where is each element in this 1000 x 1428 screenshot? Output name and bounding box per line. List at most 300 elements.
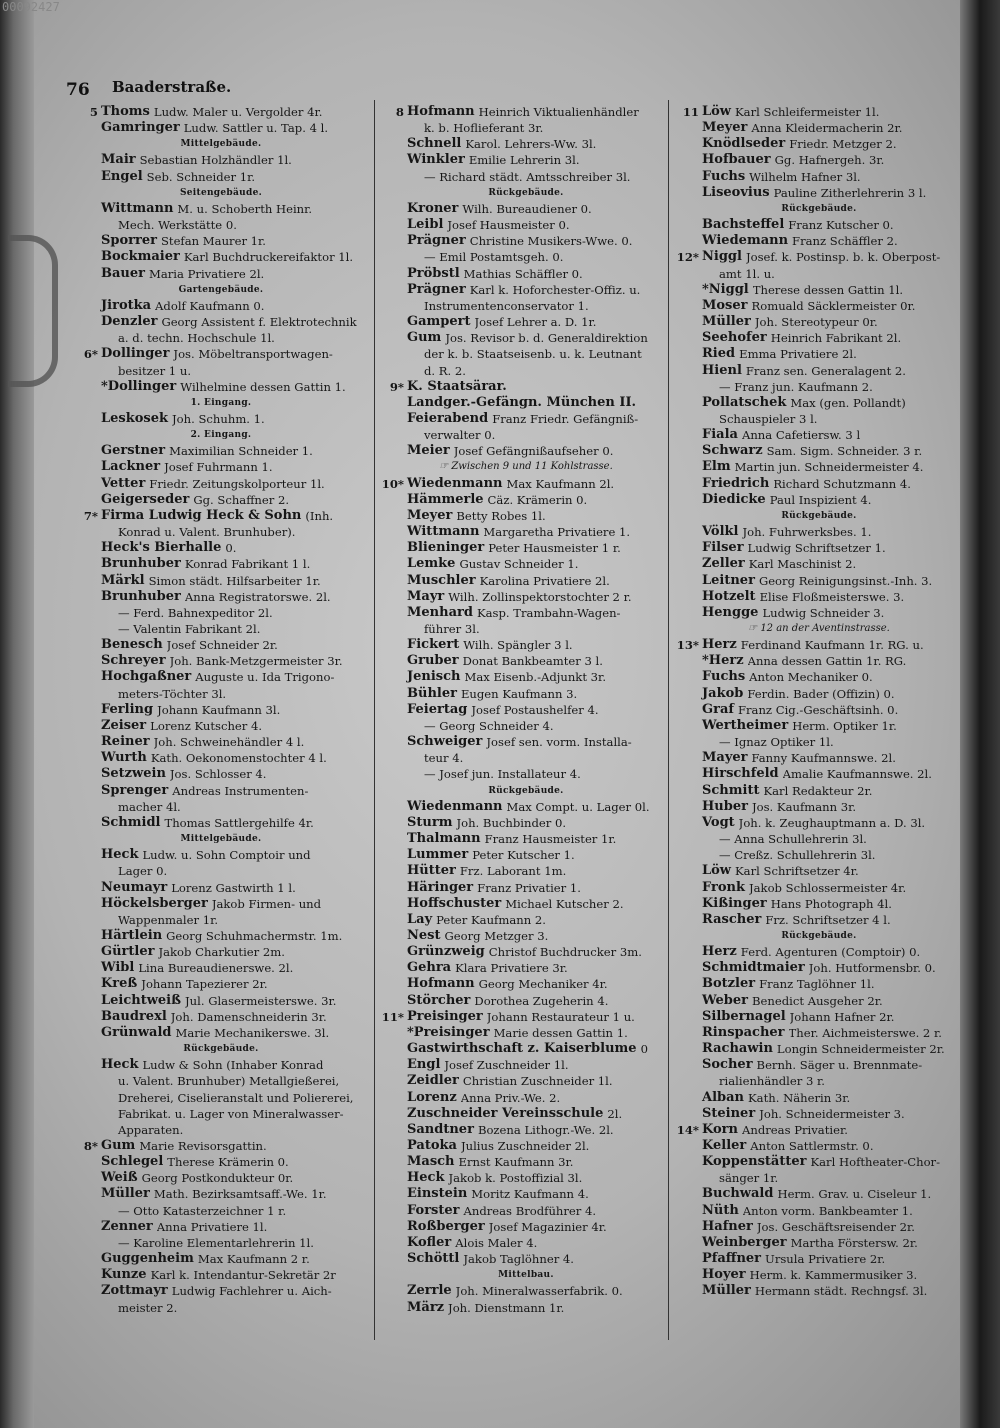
house-number (675, 1154, 702, 1170)
entry-text: Ferdin. Bader (Offizin) 0. (747, 686, 895, 701)
directory-entry (380, 1283, 672, 1299)
entry-text: Ludwig Schriftsetzer 1. (747, 541, 886, 556)
entry-text: Andreas Brodführer 4. (463, 1203, 597, 1218)
house-number (380, 1300, 407, 1316)
house-number (74, 1267, 101, 1283)
resident-name: Löw (702, 104, 732, 119)
house-number (380, 605, 407, 621)
resident-name: Kofler (407, 1234, 452, 1250)
resident-name: Jirotka (101, 297, 152, 313)
entry-text: Joh. Buchbinder 0. (456, 815, 567, 830)
entry-continuation (74, 1073, 368, 1089)
resident-name: Schreyer (101, 653, 166, 669)
entry-text: Frz. Laborant 1m. (459, 864, 567, 879)
directory-entry (380, 395, 672, 411)
resident-name: Gamringer (101, 120, 180, 136)
directory-entry (380, 589, 672, 605)
entry-text: Ferd. Agenturen (Comptoir) 0. (740, 945, 921, 960)
entry-text: Franz Cig.-Geschäftsinh. 0. (737, 702, 899, 717)
entry-continuation (74, 524, 368, 540)
house-number (380, 734, 407, 750)
house-number (74, 459, 101, 475)
resident-name: Nest (407, 927, 441, 943)
directory-entry (74, 1154, 368, 1170)
entry-text: Anna Cafetiersw. 3 l (741, 428, 861, 443)
resident-name: Hoyer (702, 1267, 746, 1283)
cross-reference-note (380, 459, 672, 475)
directory-entry (675, 1251, 963, 1267)
heading-text: Mittelgebäude. (180, 834, 262, 845)
resident-name: Härtlein (101, 927, 163, 943)
resident-name: Zeller (702, 556, 745, 572)
directory-entry (675, 1025, 963, 1041)
directory-entry (74, 540, 368, 556)
resident-name: Prägner (407, 281, 466, 297)
entry-text: Joh. Bank-Metzgermeister 3r. (169, 654, 343, 669)
directory-entry (74, 459, 368, 475)
entry-text: Christof Buchdrucker 3m. (488, 945, 642, 960)
entry-text: Anton vorm. Bankbeamter 1. (742, 1203, 913, 1218)
entry-text: u. Valent. Brunhuber) Metallgießerei, (118, 1074, 340, 1089)
entry-text: Lorenz Kutscher 4. (150, 718, 263, 733)
directory-entry (380, 266, 672, 282)
entry-text: Marie Mechanikerswe. 3l. (175, 1025, 330, 1040)
resident-name: Höckelsberger (101, 895, 208, 911)
entry-text: Ther. Aichmeisterswe. 2 r. (788, 1025, 942, 1040)
directory-entry (380, 928, 672, 944)
entry-text: Josef Lehrer a. D. 1r. (474, 315, 597, 330)
entry-text: Ludwig Fachlehrer u. Aich- (171, 1284, 332, 1299)
directory-entry (675, 1009, 963, 1025)
house-number (380, 653, 407, 669)
resident-name: Leitner (702, 572, 755, 588)
resident-name: Nüth (702, 1202, 739, 1218)
directory-entry (675, 960, 963, 976)
entry-text: a. d. techn. Hochschule 1l. (118, 331, 275, 346)
entry-text: — Georg Schneider 4. (424, 718, 554, 733)
house-number (675, 395, 702, 411)
resident-name: Meier (407, 443, 450, 459)
directory-entry (380, 1090, 672, 1106)
directory-entry (675, 346, 963, 362)
entry-text: Friedr. Metzger 2. (789, 137, 897, 152)
entry-text: — Franz jun. Kaufmann 2. (719, 379, 873, 394)
entry-text: Joh. Schweinehändler 4 l. (153, 735, 305, 750)
resident-name: Buchwald (702, 1186, 774, 1202)
scan-id: 00092427 (2, 0, 60, 14)
resident-name: Winkler (407, 152, 465, 168)
entry-text: Marie dessen Gattin 1. (493, 1025, 628, 1040)
entry-continuation (74, 799, 368, 815)
house-number (675, 653, 702, 669)
resident-name: Fuchs (702, 168, 746, 184)
directory-entry (675, 896, 963, 912)
resident-name: Lay (407, 911, 433, 927)
directory-entry (74, 637, 368, 653)
directory-entry (74, 476, 368, 492)
entry-text: Margaretha Privatiere 1. (483, 525, 631, 540)
house-number (380, 1186, 407, 1202)
resident-name: Graf (702, 701, 734, 717)
resident-name: Rinspacher (702, 1024, 785, 1040)
resident-name: Socher (702, 1057, 753, 1073)
resident-name: Landger.-Gefängn. München II. (407, 394, 637, 410)
entry-text: Max (gen. Pollandt) (790, 395, 906, 410)
house-number (675, 346, 702, 362)
house-number (74, 201, 101, 217)
house-number (74, 443, 101, 459)
entry-text: Lager 0. (118, 864, 168, 879)
entry-text: Karl k. Intendantur-Sekretär 2r (150, 1268, 336, 1283)
resident-name: Gastwirthschaft z. Kaiserblume (407, 1041, 637, 1057)
directory-entry (74, 1170, 368, 1186)
resident-name: Schlegel (101, 1154, 164, 1170)
house-number (675, 783, 702, 799)
entry-text: Anton Sattlermstr. 0. (750, 1139, 874, 1153)
resident-name: Mayr (407, 588, 445, 604)
entry-text: Josef Postaushelfer 4. (471, 702, 599, 717)
house-number (74, 766, 101, 782)
directory-entry (380, 831, 672, 847)
resident-name: Wiedemann (702, 233, 789, 249)
entry-text: Auguste u. Ida Trigono- (195, 670, 335, 685)
resident-name: Hütter (407, 863, 456, 879)
resident-name: Lummer (407, 847, 469, 863)
directory-entry (675, 686, 963, 702)
directory-entry (675, 637, 963, 653)
resident-name: Dollinger (101, 346, 170, 362)
house-number (74, 314, 101, 330)
directory-entry (380, 1235, 672, 1251)
directory-entry (675, 136, 963, 152)
house-number (380, 217, 407, 233)
directory-entry (675, 1235, 963, 1251)
house-number: 5 (89, 105, 98, 119)
house-number (74, 960, 101, 976)
house-number (675, 1090, 702, 1106)
house-number (380, 314, 407, 330)
directory-entry (675, 573, 963, 589)
resident-name: Grünwald (101, 1024, 172, 1040)
entry-text: Anna Priv.-We. 2. (460, 1090, 561, 1105)
resident-name: Botzler (702, 976, 756, 992)
directory-entry (675, 863, 963, 879)
entry-text: Joh. Mineralwasserfabrik. 0. (455, 1284, 623, 1299)
directory-entry (380, 960, 672, 976)
directory-entry (74, 1138, 368, 1154)
house-number (74, 492, 101, 508)
house-number (380, 686, 407, 702)
directory-entry (675, 1041, 963, 1057)
entry-continuation (74, 605, 368, 621)
house-number (380, 928, 407, 944)
entry-text: Jos. Schlosser 4. (169, 767, 267, 782)
directory-entry (675, 783, 963, 799)
entry-text: Anton Mechaniker 0. (749, 670, 873, 685)
directory-entry (380, 669, 672, 685)
resident-name: Fiala (702, 427, 738, 443)
directory-entry (74, 928, 368, 944)
paper-clip (8, 235, 58, 387)
directory-entry (380, 863, 672, 879)
resident-name: Menhard (407, 604, 473, 620)
house-number (74, 783, 101, 799)
resident-name: Hofbauer (702, 152, 771, 168)
house-number: 14* (676, 1122, 699, 1137)
resident-name: Koppenstätter (702, 1154, 807, 1170)
heading-text: Rückgebäude. (781, 203, 857, 214)
entry-text: Marie Revisorsgattin. (139, 1139, 267, 1153)
resident-name: Weber (702, 992, 749, 1008)
resident-name: Reiner (101, 734, 150, 750)
entry-text: Sebastian Holzhändler 1l. (139, 153, 292, 168)
resident-name: Vogt (702, 814, 735, 830)
resident-name: Müller (101, 1186, 150, 1202)
house-number (675, 427, 702, 443)
resident-name: Setzwein (101, 766, 166, 782)
entry-text: Wilh. Bureaudiener 0. (462, 201, 592, 216)
entry-text: Kath. Näherin 3r. (748, 1090, 851, 1105)
entry-text: meters-Töchter 3l. (118, 686, 227, 701)
resident-name: Herz (702, 944, 737, 960)
entry-text: Heinrich Viktualienhändler (478, 105, 639, 119)
house-number (675, 233, 702, 249)
entry-text: Bernh. Säger u. Brennmate- (756, 1058, 923, 1073)
entry-text: Klara Privatiere 3r. (455, 961, 568, 976)
directory-entry (380, 653, 672, 669)
directory-entry (380, 314, 672, 330)
directory-entry (74, 960, 368, 976)
entry-text: Franz Privatier 1. (477, 880, 581, 895)
resident-name: Kroner (407, 200, 459, 216)
house-number (675, 589, 702, 605)
resident-name: Märkl (101, 572, 145, 588)
directory-entry (675, 1283, 963, 1299)
entry-text: Andreas Privatier. (742, 1122, 848, 1137)
directory-entry (380, 896, 672, 912)
house-number (675, 282, 702, 298)
resident-name: Gum (407, 330, 442, 346)
resident-name: Friedrich (702, 475, 770, 491)
entry-continuation (380, 169, 672, 185)
entry-text: — Richard städt. Amtsschreiber 3l. (424, 169, 631, 184)
entry-text: Ursula Privatiere 2r. (765, 1252, 886, 1267)
resident-name: Schöttl (407, 1251, 460, 1267)
entry-text: Richard Schutzmann 4. (773, 476, 911, 491)
resident-name: Häringer (407, 879, 474, 895)
directory-entry (74, 233, 368, 249)
resident-name: Wiedenmann (407, 798, 503, 814)
directory-entry (675, 217, 963, 233)
entry-text: — Otto Katasterzeichner 1 r. (118, 1203, 287, 1218)
resident-name: Mair (101, 152, 136, 168)
resident-name: Schmidl (101, 814, 161, 830)
directory-entry (380, 1219, 672, 1235)
house-number (380, 573, 407, 589)
resident-name: Sandtner (407, 1121, 474, 1137)
entry-text: Joh. k. Zeughauptmann a. D. 3l. (738, 815, 926, 830)
directory-entry (675, 363, 963, 379)
heading-text: 2. Eingang. (190, 430, 252, 441)
directory-entry (380, 217, 672, 233)
heading-text: Rückgebäude. (488, 785, 564, 796)
directory-entry (74, 152, 368, 168)
directory-entry (74, 266, 368, 282)
entry-continuation (74, 1122, 368, 1138)
directory-entry (675, 1090, 963, 1106)
entry-text: Gg. Schaffner 2. (193, 492, 290, 507)
directory-entry (74, 443, 368, 459)
house-number (380, 1154, 407, 1170)
house-number (74, 718, 101, 734)
house-number: 12* (676, 250, 699, 265)
directory-entry (74, 201, 368, 217)
resident-name: Ried (702, 346, 736, 362)
house-number (675, 363, 702, 379)
house-number (675, 605, 702, 621)
entry-text: Karol. Lehrers-Ww. 3l. (465, 137, 597, 152)
entry-continuation (380, 766, 672, 782)
directory-entry (74, 120, 368, 136)
entry-text: 0 (640, 1042, 648, 1057)
resident-name: Meyer (407, 507, 453, 523)
section-heading (675, 201, 963, 217)
entry-text: Georg Assistent f. Elektrotechnik (161, 315, 357, 330)
resident-name: Elm (702, 459, 731, 475)
entry-text: Ludw. Sattler u. Tap. 4 l. (183, 121, 329, 136)
directory-entry (74, 573, 368, 589)
entry-continuation (74, 1090, 368, 1106)
entry-text: Instrumentenconservator 1. (424, 298, 589, 313)
entry-text: Karl Schriftsetzer 4r. (735, 864, 859, 879)
entry-text: Andreas Instrumenten- (172, 783, 309, 798)
house-number (675, 863, 702, 879)
entry-text: Therese Krämerin 0. (167, 1155, 289, 1170)
resident-name: Roßberger (407, 1218, 485, 1234)
resident-name: Zeidler (407, 1073, 459, 1089)
house-number (74, 847, 101, 863)
house-number (675, 443, 702, 459)
entry-text: Jakob Firmen- und (211, 896, 322, 911)
entry-text: Martha Förstersw. 2r. (790, 1235, 918, 1250)
entry-text: Josef Fuhrmann 1. (164, 460, 273, 475)
house-number (675, 976, 702, 992)
house-number (74, 266, 101, 282)
directory-entry (74, 1267, 368, 1283)
entry-text: Lorenz Gastwirth 1 l. (171, 880, 296, 895)
house-number (675, 136, 702, 152)
entry-text: Karl Buchdruckereifaktor 1l. (183, 250, 354, 265)
directory-entry (74, 847, 368, 863)
entry-continuation (74, 217, 368, 233)
house-number (380, 1138, 407, 1154)
directory-entry (675, 976, 963, 992)
entry-text: Maria Privatiere 2l. (148, 266, 265, 281)
resident-name: Gürtler (101, 944, 155, 960)
directory-entry (675, 185, 963, 201)
entry-text: Herm. Grav. u. Ciseleur 1. (777, 1187, 932, 1202)
entry-continuation (675, 266, 963, 282)
house-number (380, 443, 407, 459)
entry-text: Emma Privatiere 2l. (739, 347, 857, 362)
house-number: 8 (395, 105, 404, 119)
resident-name: Hirschfeld (702, 766, 779, 782)
page-number: 76 (66, 80, 90, 100)
directory-entry (380, 686, 672, 702)
entry-text: Josef Gefängnißaufseher 0. (453, 444, 614, 459)
resident-name: Thalmann (407, 831, 481, 847)
resident-name: Rachawin (702, 1041, 773, 1057)
resident-name: Grünzweig (407, 944, 485, 960)
resident-name: Ferling (101, 701, 154, 717)
entry-text: Max Eisenb.-Adjunkt 3r. (464, 670, 607, 685)
house-number (380, 540, 407, 556)
entry-text: Christian Zuschneider 1l. (462, 1074, 613, 1089)
heading-text: Gartengebäude. (178, 284, 264, 295)
house-number (74, 573, 101, 589)
entry-text: Franz Hausmeister 1r. (484, 832, 617, 847)
entry-continuation (380, 249, 672, 265)
entry-text: Jos. Möbeltransportwagen- (173, 347, 333, 362)
entry-text: Johann Hafner 2r. (789, 1009, 895, 1024)
house-number (380, 1251, 407, 1267)
entry-text: Karl Hoftheater-Chor- (810, 1155, 941, 1170)
house-number (675, 912, 702, 928)
entry-text: Sam. Sigm. Schneider. 3 r. (766, 444, 923, 459)
resident-name: Blieninger (407, 540, 485, 556)
directory-entry (74, 734, 368, 750)
entry-text: Anna Kleidermacherin 2r. (751, 121, 903, 136)
resident-name: Fuchs (702, 669, 746, 685)
resident-name: Lemke (407, 556, 456, 572)
directory-entry (74, 508, 368, 524)
resident-name: Lackner (101, 459, 161, 475)
entry-text: Therese dessen Gattin 1l. (752, 282, 904, 297)
entry-text: Thomas Sattlergehilfe 4r. (164, 815, 314, 830)
house-number: 11* (381, 1009, 404, 1024)
house-number (675, 686, 702, 702)
entry-text: Apparaten. (118, 1122, 184, 1137)
resident-name: *Herz (702, 653, 744, 669)
resident-name: Pollatschek (702, 394, 787, 410)
house-number (74, 540, 101, 556)
entry-text: Joh. Fuhrwerksbes. 1. (742, 525, 872, 540)
section-heading (380, 185, 672, 201)
resident-name: Fronk (702, 879, 745, 895)
directory-entry (380, 104, 672, 120)
entry-text: ☞ Zwischen 9 und 11 Kohlstrasse. (439, 461, 613, 473)
house-number (74, 233, 101, 249)
resident-name: Pröbstl (407, 265, 460, 281)
directory-entry (380, 815, 672, 831)
directory-entry (380, 492, 672, 508)
directory-entry (675, 589, 963, 605)
house-number (74, 734, 101, 750)
entry-text: Moritz Kaufmann 4. (471, 1187, 589, 1202)
resident-name: Prägner (407, 233, 466, 249)
resident-name: Forster (407, 1202, 460, 1218)
resident-name: Schwarz (702, 443, 763, 459)
house-number (74, 1009, 101, 1025)
entry-continuation (380, 346, 672, 362)
entry-text: verwalter 0. (424, 428, 496, 443)
entry-continuation (380, 621, 672, 637)
house-number (675, 217, 702, 233)
house-number (380, 669, 407, 685)
section-heading (74, 136, 368, 152)
resident-name: Wertheimer (702, 717, 789, 733)
house-number (380, 912, 407, 928)
